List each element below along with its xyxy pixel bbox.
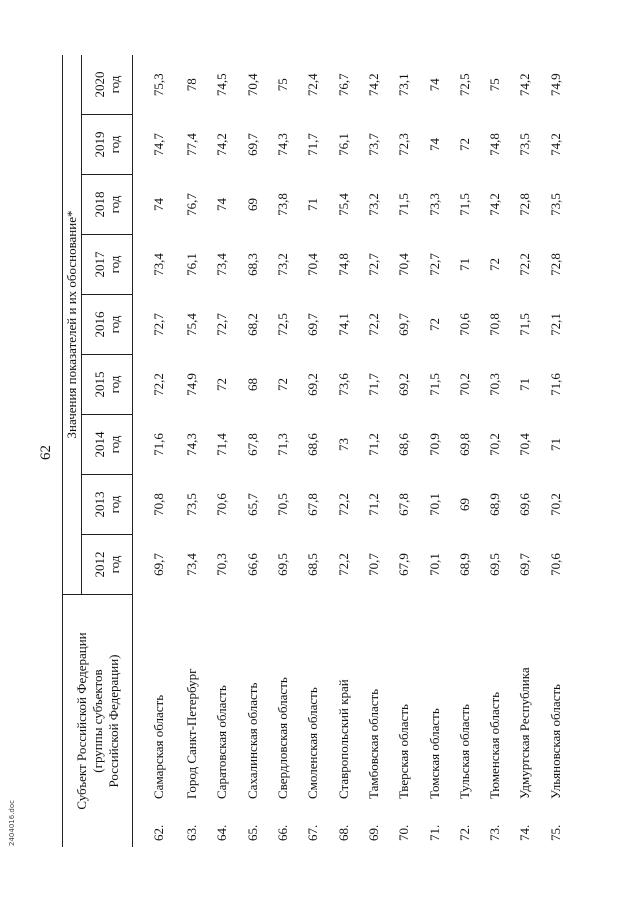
table-row [450,55,480,847]
year-unit: год [107,135,122,154]
value-cell: 71,5 [426,373,442,396]
value-cell: 67,8 [305,493,321,516]
value-cell: 72 [426,318,442,331]
value-cell: 70,8 [151,493,166,516]
value-cell: 70,4 [517,433,533,456]
value-cell: 74 [214,198,230,211]
value-cell: 72,3 [396,133,412,156]
value-cell: 69,7 [517,553,533,576]
row-number: 73. [487,824,503,841]
region-name: Самарская область [151,694,166,799]
value-cell: 68 [244,378,260,391]
value-cell: 72 [214,378,230,391]
value-cell: 69,7 [244,133,260,156]
region-name: Тверская область [396,704,412,799]
table-row [268,55,298,847]
value-cell: 74,3 [275,133,291,156]
value-cell: 74,8 [335,253,351,276]
value-cell: 75,4 [184,313,200,336]
value-cell: 73,5 [184,493,200,516]
value-cell: 70,3 [487,373,503,396]
value-cell: 72,2 [335,493,351,516]
value-cell: 74,2 [487,193,503,216]
value-cell: 76,7 [335,73,351,97]
value-cell: 69,5 [275,553,291,576]
value-cell: 76,7 [184,193,200,216]
table-row [419,55,449,847]
value-cell: 71,4 [214,433,230,456]
table-row [328,55,358,847]
region-name: Удмуртская Республика [517,667,533,799]
value-cell: 71,5 [517,313,533,336]
region-name: Ставропольский край [335,679,351,799]
table-row [298,55,328,847]
header-row-1 [63,55,82,847]
region-name: Город Санкт-Петербург [184,668,200,799]
value-cell: 68,5 [305,553,321,576]
year-label: 2016 [92,311,107,338]
value-cell: 68,3 [244,253,260,276]
value-cell: 74,8 [487,133,503,156]
value-cell: 74,2 [214,133,230,156]
region-name: Тульская область [456,704,472,799]
value-cell: 74,2 [365,73,381,97]
value-cell: 72,2 [335,553,351,576]
year-label: 2015 [92,371,107,398]
value-cell: 68,9 [487,493,503,516]
value-cell: 77,4 [184,133,200,156]
value-cell: 69,5 [487,553,503,576]
value-cell: 68,9 [456,553,472,576]
year-unit: год [107,255,122,274]
value-cell: 70,3 [214,553,230,576]
year-header-2019 [82,115,133,175]
table-row [541,55,571,847]
value-cell: 70,6 [547,553,563,576]
year-label: 2014 [92,431,107,458]
year-header-2013 [82,475,133,535]
region-name: Смоленская область [305,687,321,799]
value-cell: 72,8 [517,193,533,216]
value-cell: 72,1 [547,313,563,336]
value-cell: 73,4 [184,553,200,576]
value-cell: 75,3 [151,73,166,97]
value-cell: 70,1 [426,553,442,576]
table-row [389,55,419,847]
value-cell: 74,1 [335,313,351,336]
value-cell: 74,2 [547,133,563,156]
value-cell: 73,3 [426,193,442,216]
value-cell: 72,8 [547,253,563,276]
value-cell: 73,7 [365,133,381,156]
row-number: 71. [426,824,442,841]
value-cell: 67,8 [244,433,260,456]
year-unit: год [107,495,122,514]
value-cell: 71,7 [305,133,321,156]
year-label: 2019 [92,131,107,158]
value-cell: 74,9 [547,73,563,97]
value-cell: 70,6 [456,313,472,336]
year-unit: год [107,75,122,94]
value-cell: 66,6 [244,553,260,576]
value-cell: 69,2 [305,373,321,396]
value-cell: 73,4 [151,253,166,276]
value-cell: 72 [487,258,503,271]
year-unit: год [107,315,122,334]
row-number: 72. [456,824,472,841]
document-code: 2404016.doc [8,800,16,846]
value-cell: 72,7 [214,313,230,336]
value-cell: 70,7 [365,553,381,576]
year-label: 2020 [92,71,107,98]
value-cell: 69,6 [517,493,533,516]
row-number: 70. [396,824,412,841]
region-name: Сахалинская область [244,682,260,799]
value-cell: 72,7 [151,313,166,336]
page-number: 62 [38,445,54,460]
value-cell: 74 [426,138,442,151]
value-cell: 69,2 [396,373,412,396]
value-cell: 78 [184,78,200,92]
table-row [207,55,237,847]
row-number: 68. [335,824,351,841]
value-cell: 71,6 [151,433,166,456]
row-number: 69. [365,824,381,841]
value-cell: 67,8 [396,493,412,516]
value-cell: 69,7 [396,313,412,336]
value-cell: 74 [151,198,166,211]
value-cell: 68,6 [305,433,321,456]
value-cell: 65,7 [244,493,260,516]
value-cell: 72 [275,378,291,391]
value-cell: 70,2 [547,493,563,516]
value-cell: 74,3 [184,433,200,456]
value-cell: 71,6 [547,373,563,396]
table-row [238,55,268,847]
value-cell: 73,2 [275,253,291,276]
region-name: Тамбовская область [365,688,381,799]
row-number: 66. [275,824,291,841]
value-cell: 69,8 [456,433,472,456]
value-cell: 71,5 [456,193,472,216]
region-name: Саратовская область [214,685,230,799]
year-header-2015 [82,355,133,415]
value-cell: 73,6 [335,373,351,396]
indicators-table [62,55,571,847]
value-cell: 70,2 [456,373,472,396]
year-unit: год [107,435,122,454]
values-group-header: Значения показателей и их обоснование* [63,55,82,595]
value-cell: 70,8 [487,313,503,336]
region-name: Свердловская область [275,677,291,799]
row-number: 67. [305,824,321,841]
value-cell: 70,4 [305,253,321,276]
value-cell: 73,4 [214,253,230,276]
year-label: 2013 [92,491,107,518]
value-cell: 70,5 [275,493,291,516]
value-cell: 72,2 [151,373,166,396]
region-name: Томская область [426,708,442,799]
value-cell: 72,2 [365,313,381,336]
value-cell: 68,6 [396,433,412,456]
region-name: Тюменская область [487,691,503,799]
table-row [510,55,540,847]
table-row [177,55,207,847]
value-cell: 71 [305,198,321,211]
value-cell: 71 [547,438,563,451]
value-cell: 71 [517,378,533,391]
value-cell: 72,7 [365,253,381,276]
value-cell: 73,1 [396,73,412,97]
year-label: 2018 [92,191,107,218]
value-cell: 75,4 [335,193,351,216]
subject-header-line: Субъект Российской Федерации [73,632,89,810]
value-cell: 67,9 [396,553,412,576]
value-cell: 72,2 [517,253,533,276]
value-cell: 71,3 [275,433,291,456]
table-row [359,55,389,847]
value-cell: 71 [456,258,472,271]
value-cell: 74,2 [517,73,533,97]
value-cell: 72,7 [426,253,442,276]
year-unit: год [107,195,122,214]
year-header-2018 [82,175,133,235]
value-cell: 70,4 [244,73,260,97]
table-row [133,55,178,847]
value-cell: 70,4 [396,253,412,276]
value-cell: 75 [487,78,503,92]
value-cell: 69,7 [151,553,166,576]
value-cell: 74 [426,78,442,92]
subject-header-line: (группы субъектов [89,669,105,773]
value-cell: 71,7 [365,373,381,396]
value-cell: 74,5 [214,73,230,97]
value-cell: 74,9 [184,373,200,396]
year-label: 2012 [92,551,107,578]
value-cell: 72,5 [456,73,472,97]
value-cell: 70,2 [487,433,503,456]
value-cell: 73,5 [517,133,533,156]
value-cell: 71,5 [396,193,412,216]
row-number: 75. [547,824,563,841]
value-cell: 76,1 [335,133,351,156]
row-number: 65. [244,824,260,841]
year-header-2016 [82,295,133,355]
subject-header-line: Российской Федерации) [105,654,121,788]
value-cell: 72,5 [275,313,291,336]
value-cell: 70,1 [426,493,442,516]
year-unit: год [107,555,122,574]
row-number: 74. [517,824,533,841]
value-cell: 73,8 [275,193,291,216]
table-row [480,55,510,847]
value-cell: 76,1 [184,253,200,276]
year-label: 2017 [92,251,107,278]
value-cell: 73 [335,438,351,451]
value-cell: 69 [456,498,472,511]
value-cell: 69 [244,198,260,211]
subject-header [63,595,133,848]
row-number: 62. [151,824,166,841]
value-cell: 71,2 [365,433,381,456]
year-unit: год [107,375,122,394]
year-header-2020 [82,55,133,115]
region-name: Ульяновская область [547,684,563,799]
value-cell: 73,2 [365,193,381,216]
value-cell: 71,2 [365,493,381,516]
value-cell: 69,7 [305,313,321,336]
year-header-2014 [82,415,133,475]
value-cell: 72 [456,138,472,151]
year-header-2012 [82,535,133,595]
value-cell: 68,2 [244,313,260,336]
table-body [133,55,571,847]
row-number: 64. [214,824,230,841]
value-cell: 72,4 [305,73,321,97]
value-cell: 74,7 [151,133,166,156]
value-cell: 73,5 [547,193,563,216]
value-cell: 70,9 [426,433,442,456]
value-cell: 70,6 [214,493,230,516]
year-header-2017 [82,235,133,295]
row-number: 63. [184,824,200,841]
value-cell: 75 [275,78,291,92]
